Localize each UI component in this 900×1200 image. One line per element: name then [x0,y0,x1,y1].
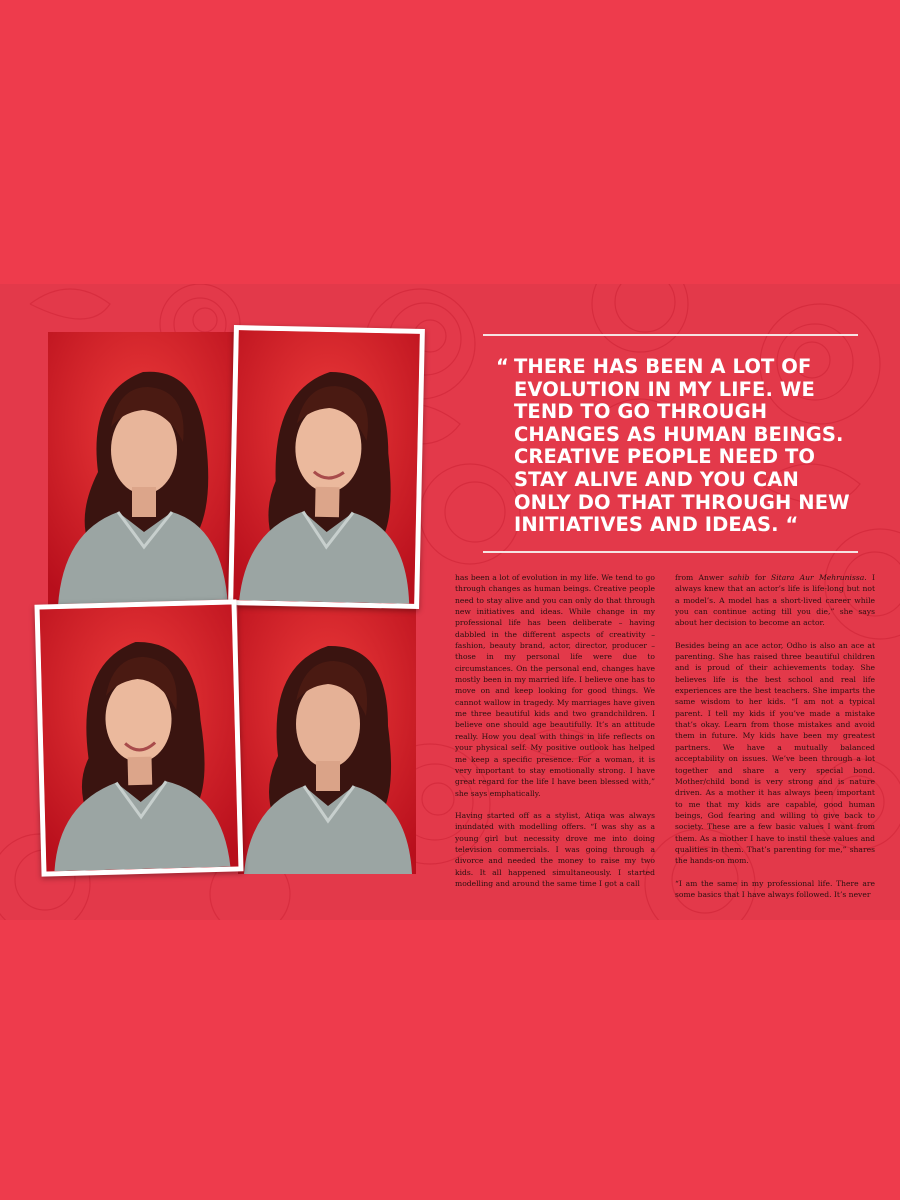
article-column-left [455,572,655,900]
italic-word: sahib [728,573,750,582]
text-span: for [749,573,772,582]
quote-top-rule [483,334,858,336]
pull-quote [496,355,860,537]
article-paragraph [675,572,875,629]
open-quote-mark: “ [496,355,509,378]
article-paragraph: “I am the same in my professional life. There are some basics that I have always followed. It’s never [675,878,875,899]
article-paragraph: has been a lot of evolution in my life. We tend to go through changes as human beings. Creative people need to stay alive and you can only do that through new initiatives and ideas. While change in my professional life has been deliberate – having dabbled in the different aspects of creativity – fashion, beauty brand, actor, director, producer – those in my personal life were due to circumstances. On the personal end, changes have mostly been in my married life. I believe one has to move on and keep looking for good things. We cannot wallow in tragedy. My marriages have given me three beautiful kids and two grandchildren. I believe one should age beautifully. It’s an attitude really. How you deal with things in life reflects on your physical self. My positive outlook has helped me keep a specific presence. For a woman, it is very important to stay emotionally strong. I have great regard for the life I have been blessed with,” she says emphatically. [455,573,655,798]
article-paragraph: Besides being an ace actor, Odho is also an ace at parenting. She has raised three beautiful children and is proud of their achievements today. She believes life is the best school and real life experiences are the best teachers. She imparts the same wisdom to her kids. “I am not a typical parent. I tell my kids if you’ve made a mistake that’s okay. Learn from those mistakes and avoid them in future. My kids have been my greatest partners. We have a mutually balanced acceptability on issues. We’ve been through a lot together and share a very special bond. Mother/child bond is very strong and is nature driven. As a mother it has always been important to me that my kids are capable, good human beings, God fearing and willing to give back to society. These are a few basic values I want from them. As a mother I have to instil these values and qualities in them. That’s parenting for me,” shares the hands-on mom. [675,640,875,866]
article-column-right [675,572,875,911]
article-paragraph: Having started off as a stylist, Atiqa was always inundated with modelling offers. “I was shy as a young girl but necessity drove me into doing television commercials. I was going through a divorce and needed the money to raise my two kids. It all happened simultaneously. I started modelling and around the same time I got a call [455,810,655,888]
pull-quote-text: THERE HAS BEEN A LOT OF EVOLUTION IN MY LIFE. WE TEND TO GO THROUGH CHANGES AS HUMAN BEINGS. CREATIVE PEOPLE NEED TO STAY ALIVE AND YOU CAN ONLY DO THAT THROUGH NEW INITIATIVES AND IDEAS. “ [514,355,850,537]
italic-title: Sitara Aur Mehrunissa [771,573,865,582]
portrait-photo-1 [48,332,234,606]
quote-bottom-rule [483,551,858,553]
portrait-photo-2 [228,325,425,609]
text-span: from Anwer [675,573,729,582]
text-span: . I always knew that an actor’s life is life-long but not a model’s. A model has a short-lived career while you can continue acting till you die,” she says about her decision to become an actor. [675,573,876,628]
portrait-photo-4 [238,606,416,874]
portrait-photo-3 [34,599,243,876]
